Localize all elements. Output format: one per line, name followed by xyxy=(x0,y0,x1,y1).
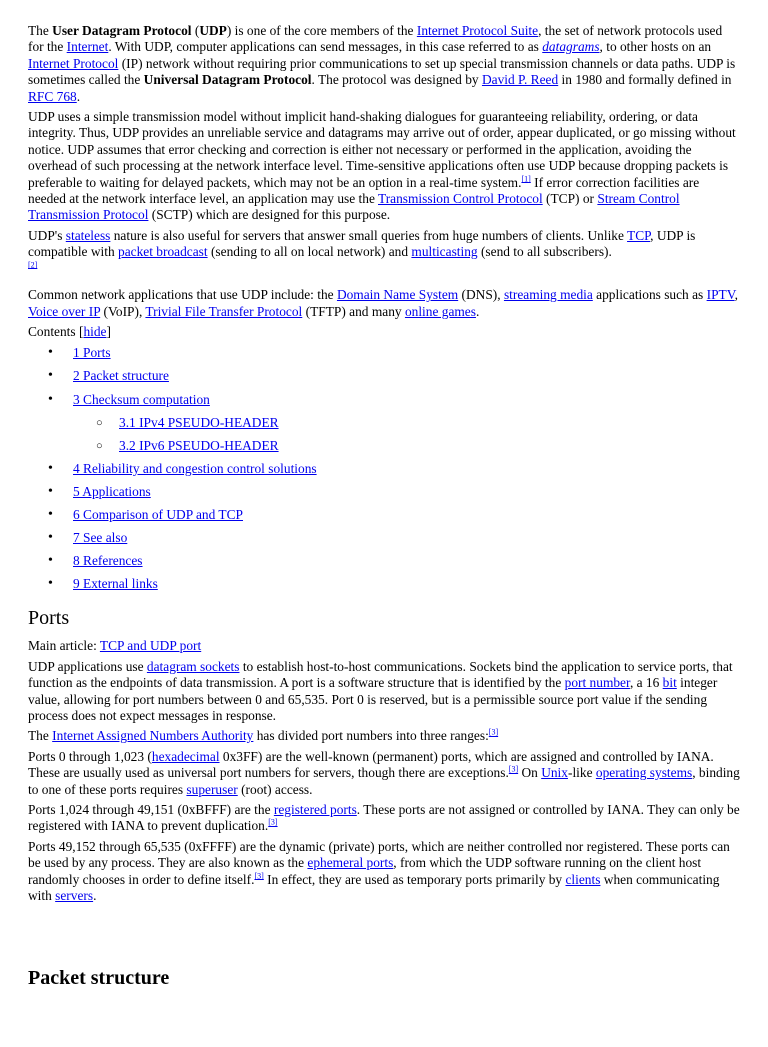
text: . xyxy=(475,303,480,319)
text: The xyxy=(28,728,53,744)
bullet-icon: • xyxy=(48,530,53,546)
text: . With UDP, computer applications can send messages, in this case referred to as xyxy=(108,39,543,55)
text: (DNS), xyxy=(458,287,504,303)
text: UDP's xyxy=(28,227,66,243)
link-internet[interactable]: Internet xyxy=(66,39,109,55)
link-sctp[interactable]: Stream Control Transmission Protocol xyxy=(28,191,680,223)
text: If error correction facilities are needed at the network interface level, an application may use the xyxy=(28,174,700,207)
text: nature is also useful for servers that answer small queries from huge numbers of clients. Unlike xyxy=(110,227,628,243)
link-servers[interactable]: servers xyxy=(55,888,94,904)
intro-paragraph-4 xyxy=(28,287,740,320)
toc-link-references[interactable]: 8 References xyxy=(73,553,143,569)
text: applications such as xyxy=(592,287,707,303)
link-tcp-and-udp-port[interactable]: TCP and UDP port xyxy=(99,638,202,654)
text: UDP applications use xyxy=(28,658,147,674)
text: 0x3FF) are the well-known (permanent) ports, which are assigned and controlled by IANA. These are usually used as universal port numbers for servers, though there are exceptions. xyxy=(28,748,714,781)
bold-term: User Datagram Protocol xyxy=(52,23,192,38)
text: , a 16 xyxy=(629,675,663,691)
circle-bullet-icon: ○ xyxy=(96,439,103,452)
link-tcp[interactable]: TCP xyxy=(627,227,651,243)
citation-link[interactable]: [3] xyxy=(488,727,499,737)
text: (send to all subscribers). xyxy=(477,244,612,260)
circle-bullet-icon: ○ xyxy=(96,416,103,429)
text: (IP) network without requiring prior communications to set up special transmission channels or data paths. UDP is sometimes called the xyxy=(28,55,736,88)
toc-hide-toggle[interactable]: hide xyxy=(83,323,107,339)
link-ephemeral-ports[interactable]: ephemeral ports xyxy=(307,855,394,871)
text: Ports 0 through 1,023 ( xyxy=(28,748,152,764)
text: ] xyxy=(106,323,111,339)
link-online-games[interactable]: online games xyxy=(404,303,476,319)
intro-paragraph-1 xyxy=(28,23,740,105)
bullet-icon: • xyxy=(48,483,53,499)
text: integer value, allowing for port numbers between 0 and 65,535. Port 0 is reserved, but is a permissible source port value if the sending process does not expect messages in response. xyxy=(28,675,718,723)
main-article-note xyxy=(28,638,740,654)
bullet-icon: • xyxy=(48,460,53,476)
toc-link-checksum[interactable]: 3 Checksum computation xyxy=(73,391,210,407)
text: [ xyxy=(75,323,84,339)
text: UDP uses a simple transmission model without implicit hand-shaking dialogues for guaranteeing reliability, ordering, or data integrity. Thus, UDP provides an unreliable service and datagrams may arrive out of order, appear duplicated, or go missing without notice. UDP assumes that error checking and correction is either not necessary or performed in the application, avoiding the overhead of such processing at the network interface level. Time-sensitive applications often use UDP because dropping packets is preferable to waiting for delayed packets, which may not be an option in a real-time system. xyxy=(28,109,736,190)
link-internet-protocol[interactable]: Internet Protocol xyxy=(28,55,119,71)
link-david-p-reed[interactable]: David P. Reed xyxy=(481,72,559,88)
toc-link-ipv6-pseudo-header[interactable]: 3.2 IPv6 PSEUDO-HEADER xyxy=(119,437,279,453)
toc-link-external-links[interactable]: 9 External links xyxy=(73,576,158,592)
link-registered-ports[interactable]: registered ports xyxy=(273,802,357,817)
toc-link-ports[interactable]: 1 Ports xyxy=(73,345,111,361)
text: , binding to one of these ports requires xyxy=(28,765,740,797)
toc-title: Contents xyxy=(28,323,76,339)
bullet-icon: • xyxy=(48,345,53,361)
link-rfc-768[interactable]: RFC 768 xyxy=(28,88,77,104)
link-port-number[interactable]: port number xyxy=(564,675,630,691)
text: . xyxy=(93,888,97,904)
text: Ports 1,024 through 49,151 (0xBFFF) are the xyxy=(28,802,274,817)
link-operating-systems[interactable]: operating systems xyxy=(595,765,693,781)
bullet-icon: • xyxy=(48,506,53,522)
toc-item xyxy=(28,460,740,483)
text: ( xyxy=(191,23,200,38)
link-voip[interactable]: Voice over IP xyxy=(28,303,101,319)
citation-link[interactable]: [2] xyxy=(28,260,38,270)
bullet-icon: • xyxy=(48,576,53,592)
link-packet-broadcast[interactable]: packet broadcast xyxy=(118,244,208,260)
link-stateless[interactable]: stateless xyxy=(65,227,111,243)
link-tcp-full[interactable]: Transmission Control Protocol xyxy=(378,191,543,207)
text: , xyxy=(734,287,738,303)
link-multicasting[interactable]: multicasting xyxy=(411,244,478,260)
link-streaming-media[interactable]: streaming media xyxy=(503,287,593,303)
toc-link-packet-structure[interactable]: 2 Packet structure xyxy=(73,368,169,384)
section-heading-ports: Ports xyxy=(28,607,70,630)
text: . xyxy=(76,88,81,104)
toc-item xyxy=(28,552,740,575)
text: , to other hosts on an xyxy=(599,39,712,55)
link-datagram-sockets[interactable]: datagram sockets xyxy=(146,658,240,674)
toc-item xyxy=(28,367,740,390)
section-heading-packet-structure: Packet structure xyxy=(28,967,170,990)
bold-term: Universal Datagram Protocol xyxy=(143,72,312,88)
bullet-icon: • xyxy=(48,391,53,407)
toc-item xyxy=(28,506,740,529)
toc-link-ipv4-pseudo-header[interactable]: 3.1 IPv4 PSEUDO-HEADER xyxy=(119,414,279,430)
ports-paragraph-1 xyxy=(28,659,740,725)
text: On xyxy=(518,765,542,781)
ports-paragraph-3 xyxy=(28,749,740,798)
text: (VoIP), xyxy=(100,303,146,319)
text: (SCTP) which are designed for this purpose. xyxy=(148,207,391,223)
toc-item xyxy=(28,483,740,506)
text: (sending to all on local network) and xyxy=(207,244,412,260)
text: (TFTP) and many xyxy=(302,303,405,319)
ports-paragraph-5 xyxy=(28,839,740,905)
link-tftp[interactable]: Trivial File Transfer Protocol xyxy=(145,303,303,319)
citation-link[interactable]: [3] xyxy=(268,817,278,827)
bullet-icon: • xyxy=(48,553,53,569)
ports-paragraph-2 xyxy=(28,728,740,744)
link-datagrams[interactable]: datagrams xyxy=(542,39,600,55)
toc-item xyxy=(28,529,740,552)
text: , from which the UDP software running on the client host randomly chooses in order to define itself. xyxy=(28,855,702,887)
link-iana[interactable]: Internet Assigned Numbers Authority xyxy=(52,728,254,744)
toc-item xyxy=(28,575,740,598)
toc-subitem xyxy=(28,414,740,437)
link-dns[interactable]: Domain Name System xyxy=(336,287,459,303)
text: , the set of network protocols used for the xyxy=(28,23,723,55)
text: . These ports are not assigned or controlled by IANA. They can only be registered with IANA to prevent duplication. xyxy=(28,802,740,834)
citation-link[interactable]: [3] xyxy=(508,764,519,774)
text: The xyxy=(28,23,53,38)
text: -like xyxy=(567,765,596,781)
text: ) is one of the core members of the xyxy=(226,23,417,38)
text: . The protocol was designed by xyxy=(311,72,482,88)
bold-term: UDP xyxy=(199,23,227,38)
link-superuser[interactable]: superuser xyxy=(186,781,238,797)
intro-paragraph-2 xyxy=(28,109,740,224)
bullet-icon: • xyxy=(48,368,53,384)
toc-item xyxy=(28,391,740,414)
toc-link-comparison[interactable]: 6 Comparison of UDP and TCP xyxy=(73,506,243,522)
text: in 1980 and formally defined in xyxy=(558,72,732,88)
text: In effect, they are used as temporary ports primarily by xyxy=(263,871,566,887)
link-hexadecimal[interactable]: hexadecimal xyxy=(151,748,220,764)
text: Ports 49,152 through 65,535 (0xFFFF) are the dynamic (private) ports, which are neither controlled nor registered. These ports can be used by any process. They are also known as the xyxy=(28,838,730,871)
link-iptv[interactable]: IPTV xyxy=(706,287,735,303)
link-clients[interactable]: clients xyxy=(565,871,601,887)
toc-item xyxy=(28,344,740,367)
toc-link-see-also[interactable]: 7 See also xyxy=(73,530,128,546)
citation-link[interactable]: [3] xyxy=(254,871,264,881)
toc-header xyxy=(28,324,740,340)
table-of-contents xyxy=(28,344,740,598)
article xyxy=(0,23,768,990)
text: Main article: xyxy=(28,638,100,654)
toc-subitem xyxy=(28,437,740,460)
link-internet-protocol-suite[interactable]: Internet Protocol Suite xyxy=(416,23,539,38)
text: (root) access. xyxy=(237,781,313,797)
text: (TCP) or xyxy=(542,191,598,207)
text: Common network applications that use UDP include: the xyxy=(28,287,337,303)
toc-link-applications[interactable]: 5 Applications xyxy=(73,483,151,499)
text: has divided port numbers into three ranges: xyxy=(253,728,489,744)
ports-paragraph-4 xyxy=(28,802,740,835)
toc-link-reliability[interactable]: 4 Reliability and congestion control solutions xyxy=(73,460,317,476)
text: to establish host-to-host communications. Sockets bind the application to service ports, that function as the endpoints of data transmission. A port is a software structure that is identified by the xyxy=(28,658,733,691)
text: , UDP is compatible with xyxy=(28,227,696,260)
link-unix[interactable]: Unix xyxy=(541,765,568,781)
text: when communicating with xyxy=(28,871,720,904)
intro-paragraph-3 xyxy=(28,228,740,277)
citation-link[interactable]: [1] xyxy=(521,174,531,184)
link-bit[interactable]: bit xyxy=(662,675,677,691)
